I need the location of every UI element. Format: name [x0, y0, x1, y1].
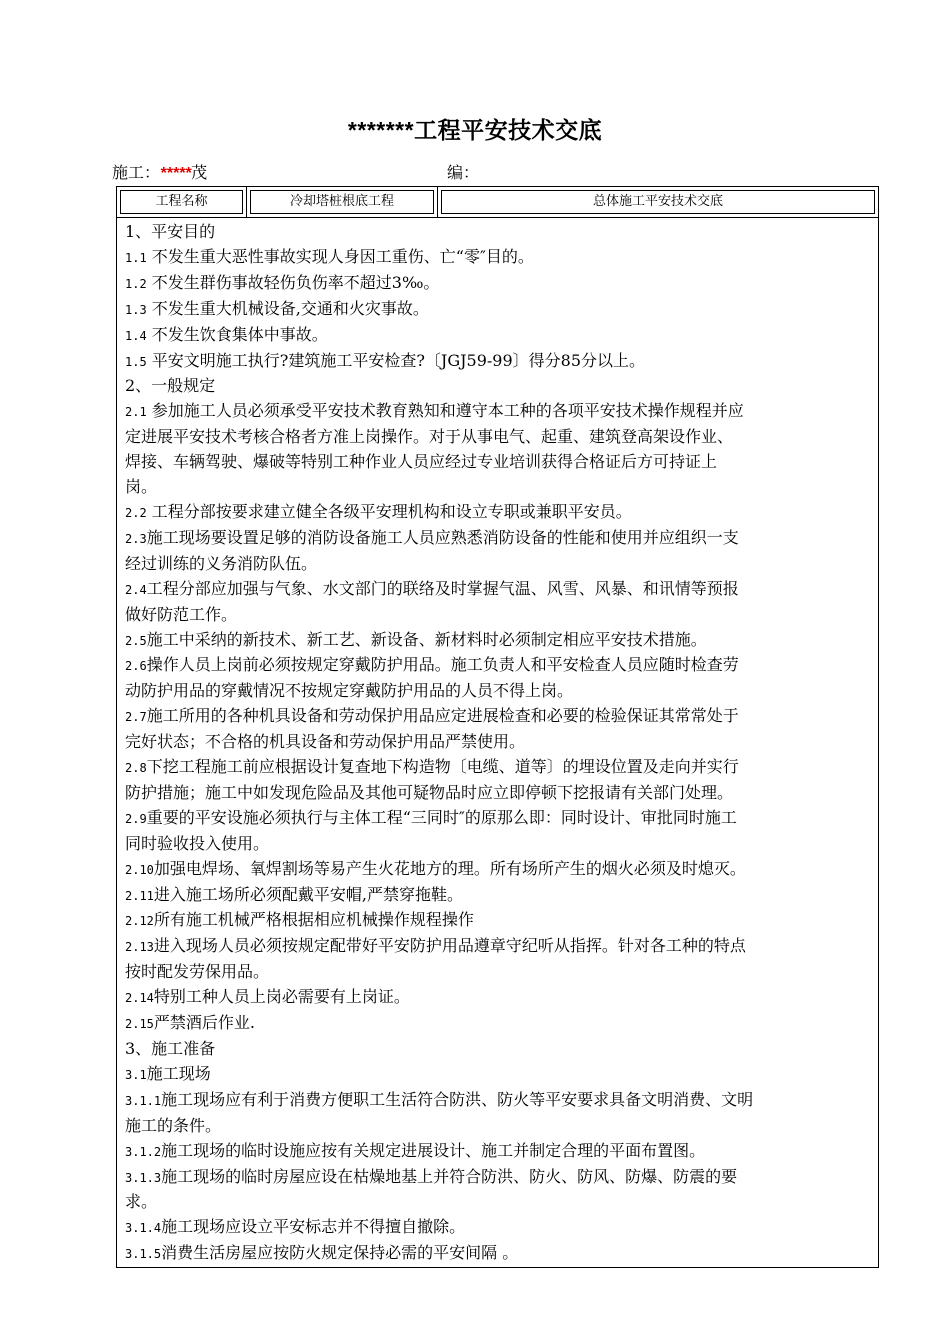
document-line [125, 806, 878, 832]
clause-number: 2.15 [125, 1017, 154, 1032]
header-cell-project-name-label [117, 187, 247, 217]
header-cell-text: 工程名称 [120, 190, 243, 214]
document-line [125, 245, 878, 271]
clause-text: 所有施工机械严格根据相应机械操作规程操作 [153, 910, 474, 930]
clause-text: 加强电焊场、氧焊割场等易产生火花地方的理。所有场所产生的烟火必须及时熄灭。 [153, 858, 746, 878]
clause-text: 进入现场人员必须按规定配带好平安防护用品遵章守纪听从指挥。针对各工种的特点 [153, 936, 746, 956]
document-line [125, 577, 878, 603]
clause-text: 施工现场要设置足够的消防设备施工人员应熟悉消防设备的性能和使用并应组织一支 [146, 527, 739, 547]
clause-text: 3、施工准备 [125, 1039, 216, 1058]
clause-text: 1、平安目的 [125, 222, 216, 241]
clause-text: 求。 [125, 1192, 158, 1212]
document-line [125, 730, 878, 755]
document-line [125, 425, 878, 450]
document-line [125, 653, 878, 679]
header-cell-project-name-value [247, 187, 438, 217]
clause-number: 2.11 [125, 888, 154, 903]
header-cell-text: 冷却塔桩根底工程 [250, 190, 434, 214]
disclosure-table [116, 186, 879, 1268]
clause-text: 施工的条件。 [125, 1115, 222, 1135]
document-line [125, 349, 878, 375]
clause-text: 施工现场 [146, 1063, 211, 1083]
clause-number: 2.2 [125, 505, 147, 520]
header-cell-disclosure-type [438, 187, 878, 217]
clause-number: 1.5 [125, 354, 147, 369]
document-line [125, 1062, 878, 1088]
document-line [125, 271, 878, 297]
document-line [125, 704, 878, 730]
clause-number: 2.5 [125, 633, 147, 648]
clause-number: 1.2 [125, 276, 147, 291]
document-line [125, 1139, 878, 1165]
document-line [125, 628, 878, 654]
clause-number: 1.1 [125, 250, 147, 265]
clause-number: 3.1.4 [125, 1221, 162, 1236]
clause-text: 操作人员上岗前必须按规定穿戴防护用品。施工负责人和平安检查人员应随时检查劳 [146, 655, 739, 675]
construction-suffix: 茂 [191, 163, 208, 182]
document-line [125, 475, 878, 500]
document-line [125, 832, 878, 857]
clause-number: 2.13 [125, 940, 154, 955]
document-title [0, 112, 950, 145]
document-line [125, 399, 878, 425]
document-line [125, 1037, 878, 1062]
document-line [125, 500, 878, 526]
construction-redacted-mark: ***** [160, 165, 192, 182]
document-line [125, 985, 878, 1011]
clause-number: 3.1.3 [125, 1170, 162, 1185]
document-line [125, 450, 878, 475]
clause-text: 工程分部应加强与气象、水文部门的联络及时掌握气温、风雪、风暴、和讯情等预报 [146, 578, 739, 598]
title-text: 工程平安技术交底 [414, 117, 603, 144]
clause-text: 平安文明施工执行?建筑施工平安检查?〔JGJ59-99〕得分85分以上。 [146, 350, 646, 370]
document-line [125, 1215, 878, 1241]
clause-number: 3.1.5 [125, 1247, 162, 1262]
document-line [125, 374, 878, 399]
document-line [125, 1241, 878, 1267]
clause-text: 不发生饮食集体中事故。 [146, 324, 328, 344]
document-line [125, 603, 878, 628]
clause-number: 3.1 [125, 1067, 147, 1082]
document-line [125, 1114, 878, 1139]
clause-number: 2.1 [125, 405, 147, 420]
document-line [125, 679, 878, 704]
clause-text: 动防护用品的穿戴情况不按规定穿戴防护用品的人员不得上岗。 [125, 681, 574, 701]
editor-field [447, 160, 479, 183]
clause-text: 施工现场应设立平安标志并不得擅自撤除。 [161, 1217, 466, 1237]
clause-number: 2.10 [125, 862, 154, 877]
document-line [125, 755, 878, 781]
clause-text: 施工中采纳的新技术、新工艺、新设备、新材料时必须制定相应平安技术措施。 [146, 629, 707, 649]
clause-text: 完好状态；不合格的机具设备和劳动保护用品严禁使用。 [125, 732, 526, 752]
clause-text: 定进展平安技术考核合格者方准上岗操作。对于从事电气、起重、建筑登高架设作业、 [125, 427, 734, 447]
table-header-row [117, 187, 878, 218]
clause-text: 焊接、车辆驾驶、爆破等特别工种作业人员应经过专业培训获得合格证后方可持证上 [125, 452, 718, 472]
clause-text: 下挖工程施工前应根据设计复查地下构造物〔电缆、道等〕的埋设位置及走向并实行 [146, 757, 739, 777]
document-line [125, 883, 878, 909]
document-line [125, 781, 878, 806]
clause-number: 2.14 [125, 991, 154, 1006]
clause-text: 2、一般规定 [125, 376, 216, 396]
clause-text: 施工所用的各种机具设备和劳动保护用品应定进展检查和必要的检验保证其常常处于 [146, 706, 739, 726]
clause-number: 3.1.2 [125, 1144, 162, 1159]
clause-text: 施工现场应有利于消费方便职工生活符合防洪、防火等平安要求具备文明消费、文明 [161, 1089, 754, 1109]
document-line [125, 1088, 878, 1114]
clause-text: 不发生群伤事故轻伤负伤率不超过3‰。 [146, 272, 440, 292]
clause-text: 参加施工人员必须承受平安技术教育熟知和遵守本工种的各项平安技术操作规程并应 [146, 401, 744, 421]
document-line [125, 1011, 878, 1037]
clause-number: 3.1.1 [125, 1093, 162, 1108]
construction-label: 施工： [112, 163, 161, 182]
clause-text: 经过训练的义务消防队伍。 [125, 553, 318, 573]
construction-field [112, 160, 207, 183]
clause-text: 施工现场的临时房屋应设在枯燥地基上并符合防洪、防火、防风、防爆、防震的要 [161, 1166, 738, 1186]
clause-text: 工程分部按要求建立健全各级平安理机构和设立专职或兼职平安员。 [146, 501, 632, 521]
document-line [125, 908, 878, 934]
document-line [125, 552, 878, 577]
editor-label: 编： [447, 163, 480, 182]
clause-text: 不发生重大机械设备,交通和火灾事故。 [146, 298, 429, 318]
clause-text: 不发生重大恶性事故实现人身因工重伤、亡“零″目的。 [146, 246, 534, 266]
document-line [125, 960, 878, 985]
clause-text: 防护措施；施工中如发现危险品及其他可疑物品时应立即停顿下挖报请有关部门处理。 [125, 782, 734, 802]
header-cell-text: 总体施工平安技术交底 [441, 190, 875, 214]
document-line [125, 297, 878, 323]
clause-text: 消费生活房屋应按防火规定保持必需的平安间隔 。 [161, 1243, 519, 1263]
clause-number: 2.3 [125, 531, 147, 546]
document-line [125, 1165, 878, 1191]
clause-number: 2.12 [125, 914, 154, 929]
clause-text: 严禁酒后作业. [153, 1013, 255, 1033]
clause-text: 重要的平安设施必须执行与主体工程“三同时″的原那么即：同时设计、审批同时施工 [146, 807, 737, 827]
clause-number: 2.4 [125, 582, 147, 597]
document-line [125, 220, 878, 245]
clause-number: 2.6 [125, 659, 147, 674]
document-line [125, 526, 878, 552]
title-stars: ******* [347, 117, 415, 143]
clause-number: 2.8 [125, 761, 147, 776]
clause-text: 岗。 [125, 477, 158, 497]
clause-number: 2.7 [125, 710, 147, 725]
document-line [125, 1190, 878, 1215]
clause-text: 进入施工场所必须配戴平安帽,严禁穿拖鞋。 [153, 884, 463, 904]
document-line [125, 857, 878, 883]
clause-number: 1.4 [125, 328, 147, 343]
clause-text: 特别工种人员上岗必需要有上岗证。 [153, 987, 410, 1007]
document-line [125, 323, 878, 349]
clause-number: 1.3 [125, 302, 147, 317]
clause-number: 2.9 [125, 811, 147, 826]
clause-text: 同时验收投入使用。 [125, 833, 270, 853]
clause-text: 做好防范工作。 [125, 604, 238, 624]
clause-text: 按时配发劳保用品。 [125, 962, 270, 982]
clause-text: 施工现场的临时设施应按有关规定进展设计、施工并制定合理的平面布置图。 [161, 1140, 706, 1160]
table-body-content [117, 218, 878, 1267]
document-line [125, 934, 878, 960]
